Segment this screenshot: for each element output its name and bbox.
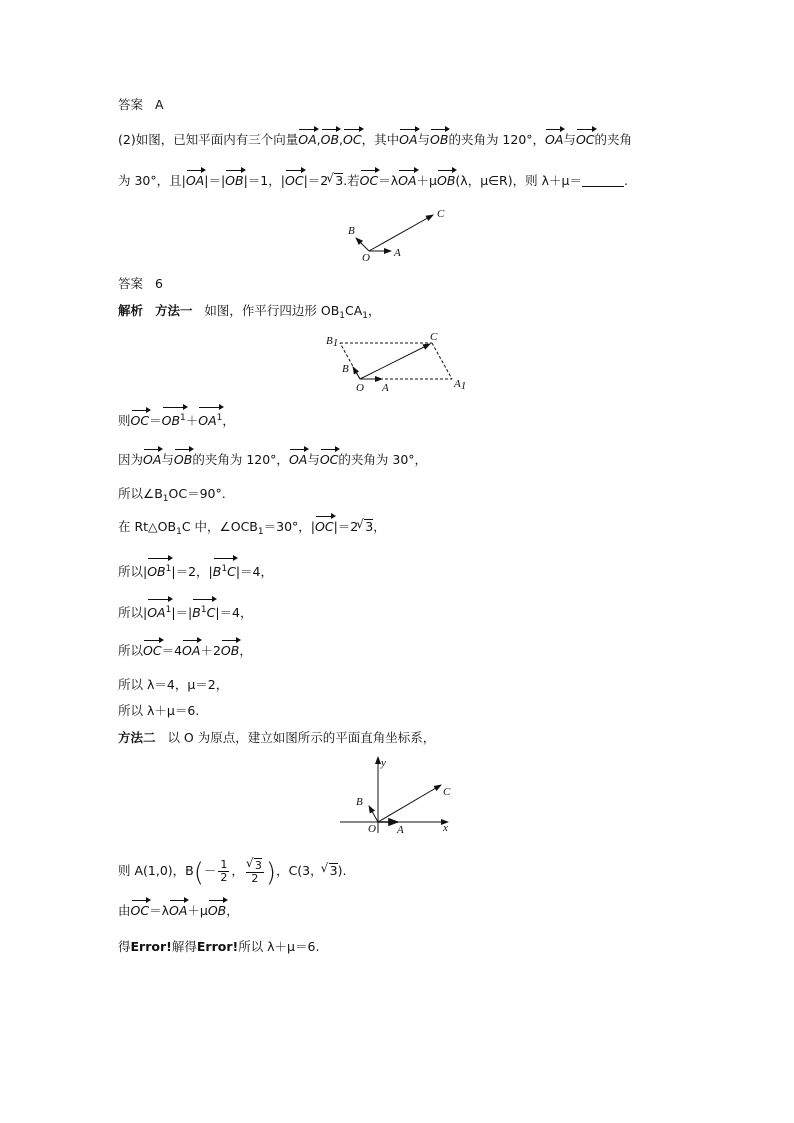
label-c: C [430, 331, 438, 343]
label-a: A [382, 382, 389, 394]
label-a: A [394, 247, 401, 259]
answer-line-1: 答案 A [118, 97, 164, 112]
method1-line-4: 在 $Rt\triangle OB_1C$ 中，$\angle OCB_1=30^\circ$，|OC|＝2√ 3， [118, 518, 386, 541]
figure-coordinate-system [340, 755, 460, 835]
vector-ob [369, 806, 378, 822]
answer-blank [582, 174, 624, 187]
method1-line-6: 所以$|OA^1|=|B^1C|=4$， [118, 601, 253, 622]
method2-line-1: 则 A(1,0)，B(－ $\frac{1}{2}$ ， √ $\frac{3}{2}$ )，C(3，√ 3). [118, 858, 346, 885]
label-b: B [356, 796, 363, 808]
vector-ob [353, 367, 360, 379]
method2-line-2: 由OC＝λOA＋μOB， [118, 903, 239, 918]
label-x: x [443, 822, 448, 834]
method1-line-7: 所以OC＝4OA＋2OB， [118, 643, 252, 658]
method1-line-3: 所以$\angle B_1OC=90^\circ$. [118, 486, 226, 504]
question-line-2: 为 30°，且|OA|＝|OB|＝1，|OC|＝2√ 3.若OC＝λOA＋μOB(λ，μ∈R)，则 λ＋μ＝ . [118, 172, 628, 190]
label-a: A [397, 824, 404, 836]
label-a1: A1 [454, 378, 467, 392]
solution-method1-intro: 解析 方法一 如图，作平行四边形 $OB_1CA_1$， [118, 303, 381, 321]
label-b1: B1 [326, 335, 339, 349]
method2-line-3: 得Error!解得Error!所以 λ＋μ＝6. [118, 939, 320, 954]
label-c: C [443, 786, 451, 798]
answer-line-2: 答案 6 [118, 276, 163, 291]
method1-line-5: 所以$|OB^1|=2$，$|B^1C|=4$， [118, 560, 273, 581]
method1-line-9: 所以 λ＋μ＝6. [118, 703, 200, 718]
vector-oc [378, 785, 441, 822]
edge-ca1 [432, 343, 452, 379]
method1-line-1: 则$OC=OB^1+OA^1$， [118, 409, 235, 430]
question-line-1: (2)如图，已知平面内有三个向量OA,OB,OC，其中OA与OB的夹角为 120°，OA与OC的夹角 [118, 132, 633, 147]
label-c: C [437, 208, 445, 220]
label-o: O [368, 823, 376, 835]
label-o: O [356, 382, 364, 394]
method2-intro: 方法二 以 O 为原点，建立如图所示的平面直角坐标系， [118, 730, 436, 745]
figure-vectors [340, 204, 460, 264]
label-b: B [348, 225, 355, 237]
vector-ob [356, 238, 369, 251]
figure-parallelogram [320, 330, 480, 394]
vector-oc [369, 215, 433, 251]
label-o: O [362, 252, 370, 264]
method1-line-2: 因为OA与OB的夹角为 120°，OA与OC的夹角为 30°， [118, 452, 428, 467]
vector-oc [360, 344, 430, 379]
method1-line-8: 所以 λ＝4，μ＝2， [118, 677, 229, 692]
label-y: y [381, 757, 386, 769]
label-b: B [342, 363, 349, 375]
